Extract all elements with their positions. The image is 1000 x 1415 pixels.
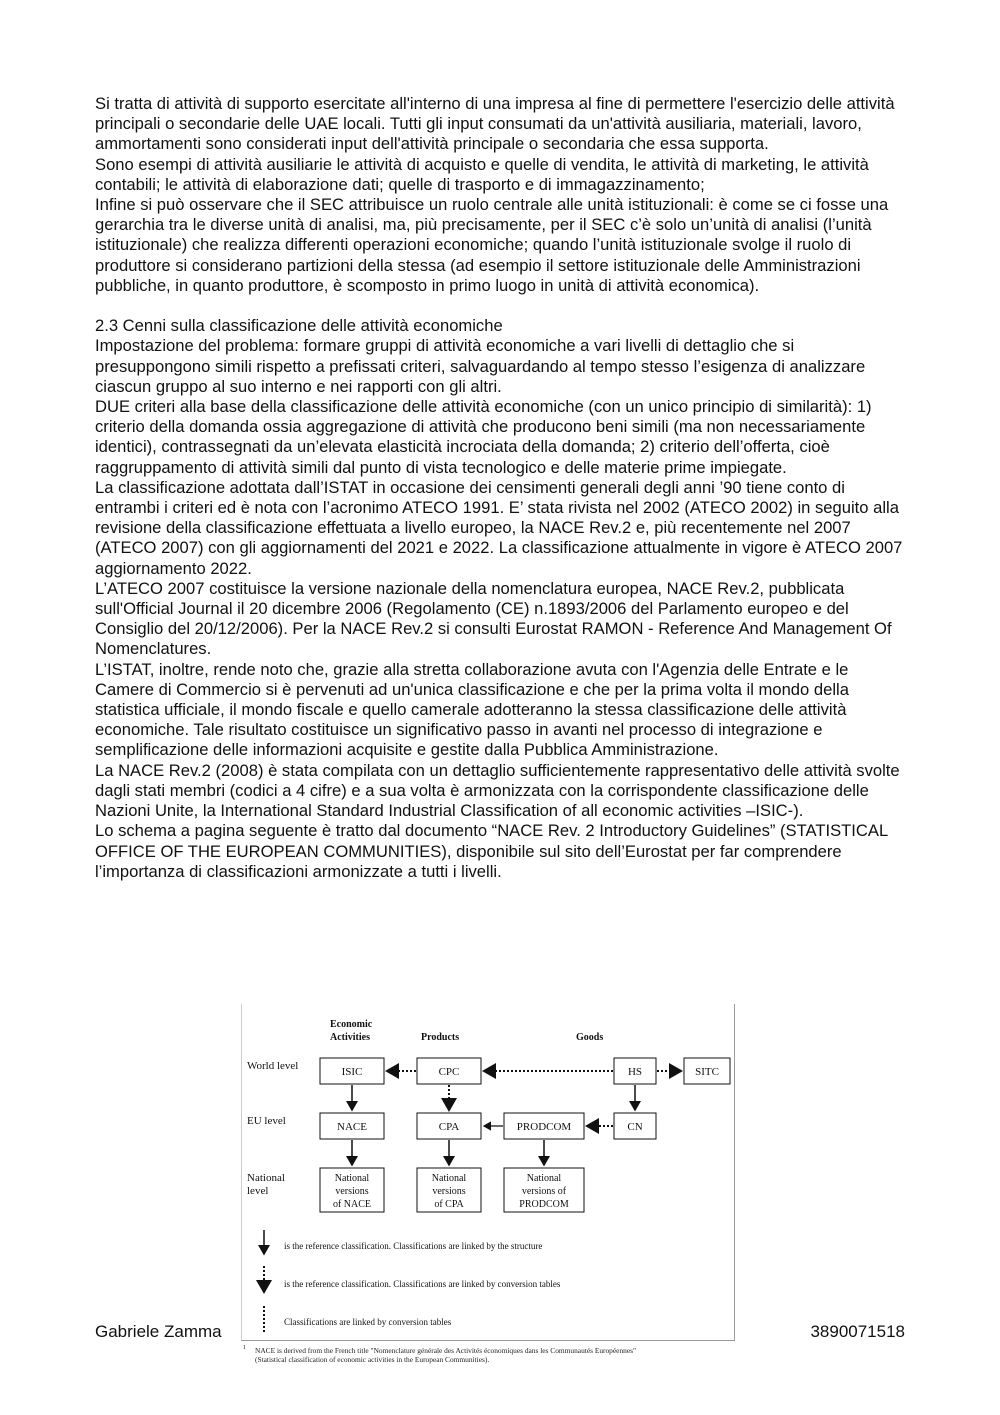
paragraph: L’ISTAT, inoltre, rende noto che, grazie alla stretta collaborazione avuta con l'Agenzia delle Entrate e le Camere di Commercio si è pervenuti ad un'unica classificazione e che per la prima volta il mondo della statistica ufficiale, il mondo fiscale e quello camerale adotteranno la stessa classificazione delle attività economiche. Tale risultato costituisce un significativo passo in avanti nel processo di integrazione e semplificazione delle informazioni acquisite e gestite dalla Pubblica Amministrazione. — [95, 659, 849, 760]
paragraph: Sono esempi di attività ausiliarie le attività di acquisto e quelle di vendita, le attività di marketing, le attività contabili; le attività di elaborazione dati; quelle di trasporto e di immagazzinamento; — [95, 154, 869, 194]
box-cpa-label: CPA — [438, 1121, 460, 1133]
paragraph: Infine si può osservare che il SEC attribuisce un ruolo centrale alle unità istituzionali: è come se ci fosse una gerarchia tra le diverse unità di analisi, ma, più precisamente, per il SEC c’è solo un’unità di analisi (l’unità istituzionale) che realizza differenti operazioni economiche; quando l’unità istituzionale svolge il ruolo di produttore si considerano partizioni della stessa (ad esempio il settore istituzionale delle Amministrazioni pubbliche, in quanto produttore, è scomposto in primo luogo in unità di attività economica). — [95, 195, 889, 295]
header-goods: Goods — [576, 1032, 604, 1043]
paragraph: Impostazione del problema: formare gruppi di attività economiche a vari livelli di dettaglio che si presuppongono simili rispetto a prefissati criteri, salvaguardando al tempo stesso l’esigenza di analizzare ciascun gruppo al suo interno e nei rapporti con gli altri. — [95, 336, 866, 396]
box-nace-label: NACE — [337, 1121, 367, 1133]
label-eu-level: EU level — [247, 1115, 286, 1127]
body-text — [95, 94, 910, 882]
legend-dotted-text: Classifications are linked by conversion tables — [284, 1317, 452, 1327]
footnote-marker: 1 — [243, 1345, 246, 1351]
box-cn-label: CN — [627, 1121, 643, 1133]
box-prodcom-label: PRODCOM — [516, 1121, 572, 1133]
paragraph-gap — [95, 296, 910, 316]
section-heading: 2.3 Cenni sulla classificazione delle attività economiche — [95, 316, 503, 336]
legend-solid-text: is the reference classification. Classifications are linked by the structure — [284, 1241, 543, 1251]
label-level: level — [247, 1185, 269, 1197]
paragraph: L’ATECO 2007 costituisce la versione nazionale della nomenclatura europea, NACE Rev.2, pubblicata sull'Official Journal il 20 dicembre 2006 (Regolamento (CE) n.1893/2006 del Parlamento europeo e del Consiglio del 20/12/2006). Per la NACE Rev.2 si consulti Eurostat RAMON - Reference And Management Of Nomenclatures. — [95, 578, 892, 659]
paragraph: DUE criteri alla base della classificazione delle attività economiche (con un unico principio di similarità): 1) criterio della domanda ossia aggregazione di attività che producono beni simili (ma non necessariamente identici), contrassegnati da un’elevata elasticità incrociata della domanda; 2) criterio dell’offerta, cioè raggruppamento di attività simili dal punto di vista tecnologico e delle materie prime impiegate. — [95, 397, 872, 477]
box-national-cpa-line2: versions — [432, 1186, 466, 1197]
footnote — [243, 1345, 655, 1365]
label-world-level: World level — [247, 1060, 299, 1072]
footer-phone: 3890071518 — [810, 1322, 905, 1341]
header-economic: Economic — [330, 1019, 373, 1030]
paragraph: La NACE Rev.2 (2008) è stata compilata con un dettaglio sufficientemente rappresentativo delle attività svolte dagli stati membri (codici a 4 cifre) e a sua volta è armonizzata con la corrispondente classificazione delle Nazioni Unite, la International Standard Industrial Classification of all economic activities –ISIC-). — [95, 760, 900, 821]
box-isic-label: ISIC — [341, 1066, 363, 1078]
box-sitc-label: SITC — [695, 1066, 719, 1078]
classification-diagram — [241, 1004, 735, 1341]
box-national-cpa-line3: of CPA — [434, 1199, 464, 1210]
box-national-prodcom-line2: versions of — [521, 1186, 567, 1197]
footer-author: Gabriele Zamma — [95, 1322, 222, 1341]
header-products: Products — [421, 1032, 460, 1043]
box-national-prodcom-line1: National — [526, 1173, 562, 1184]
box-national-cpa-line1: National — [431, 1173, 467, 1184]
diagram-svg — [242, 1004, 734, 1340]
footnote-text: NACE is derived from the French title "Nomenclature générale des Activités économiques dans les Communautés Européennes" (Statistical classification of economic activities in the European Communities). — [255, 1346, 637, 1365]
box-national-nace-line3: of NACE — [332, 1199, 372, 1210]
box-national-nace-line1: National — [334, 1173, 370, 1184]
box-hs-label: HS — [627, 1066, 643, 1078]
label-national: National — [247, 1172, 285, 1184]
paragraph: Si tratta di attività di supporto esercitate all'interno di una impresa al fine di permettere l'esercizio delle attività principali o secondarie delle UAE locali. Tutti gli input consumati da un'attività ausiliaria, materiali, lavoro, ammortamenti sono considerati input dell'attività principale o secondaria che essa supporta. — [95, 94, 895, 154]
legend-dotted-arrow-text: is the reference classification. Classifications are linked by conversion tables — [284, 1279, 561, 1289]
paragraph: Lo schema a pagina seguente è tratto dal documento “NACE Rev. 2 Introductory Guidelines” (STATISTICAL OFFICE OF THE EUROPEAN COMMUNITIES), disponibile sul sito dell’Eurostat per far comprendere l’importanza di classificazioni armonizzate a tutti i livelli. — [95, 821, 888, 881]
paragraph: La classificazione adottata dall’ISTAT in occasione dei censimenti generali degli anni ’90 tiene conto di entrambi i criteri ed è nota con l’acronimo ATECO 1991. E’ stata rivista nel 2002 (ATECO 2002) in seguito alla revisione della classificazione effettuata a livello europeo, la NACE Rev.2 e, più recentemente nel 2007 (ATECO 2007) con gli aggiornamenti del 2021 e 2022. La classificazione attualmente in vigore è ATECO 2007 aggiornamento 2022. — [95, 477, 903, 578]
box-national-prodcom-line3: PRODCOM — [519, 1199, 569, 1210]
box-national-nace-line2: versions — [335, 1186, 369, 1197]
box-cpc-label: CPC — [438, 1066, 460, 1078]
header-activities: Activities — [330, 1032, 370, 1043]
